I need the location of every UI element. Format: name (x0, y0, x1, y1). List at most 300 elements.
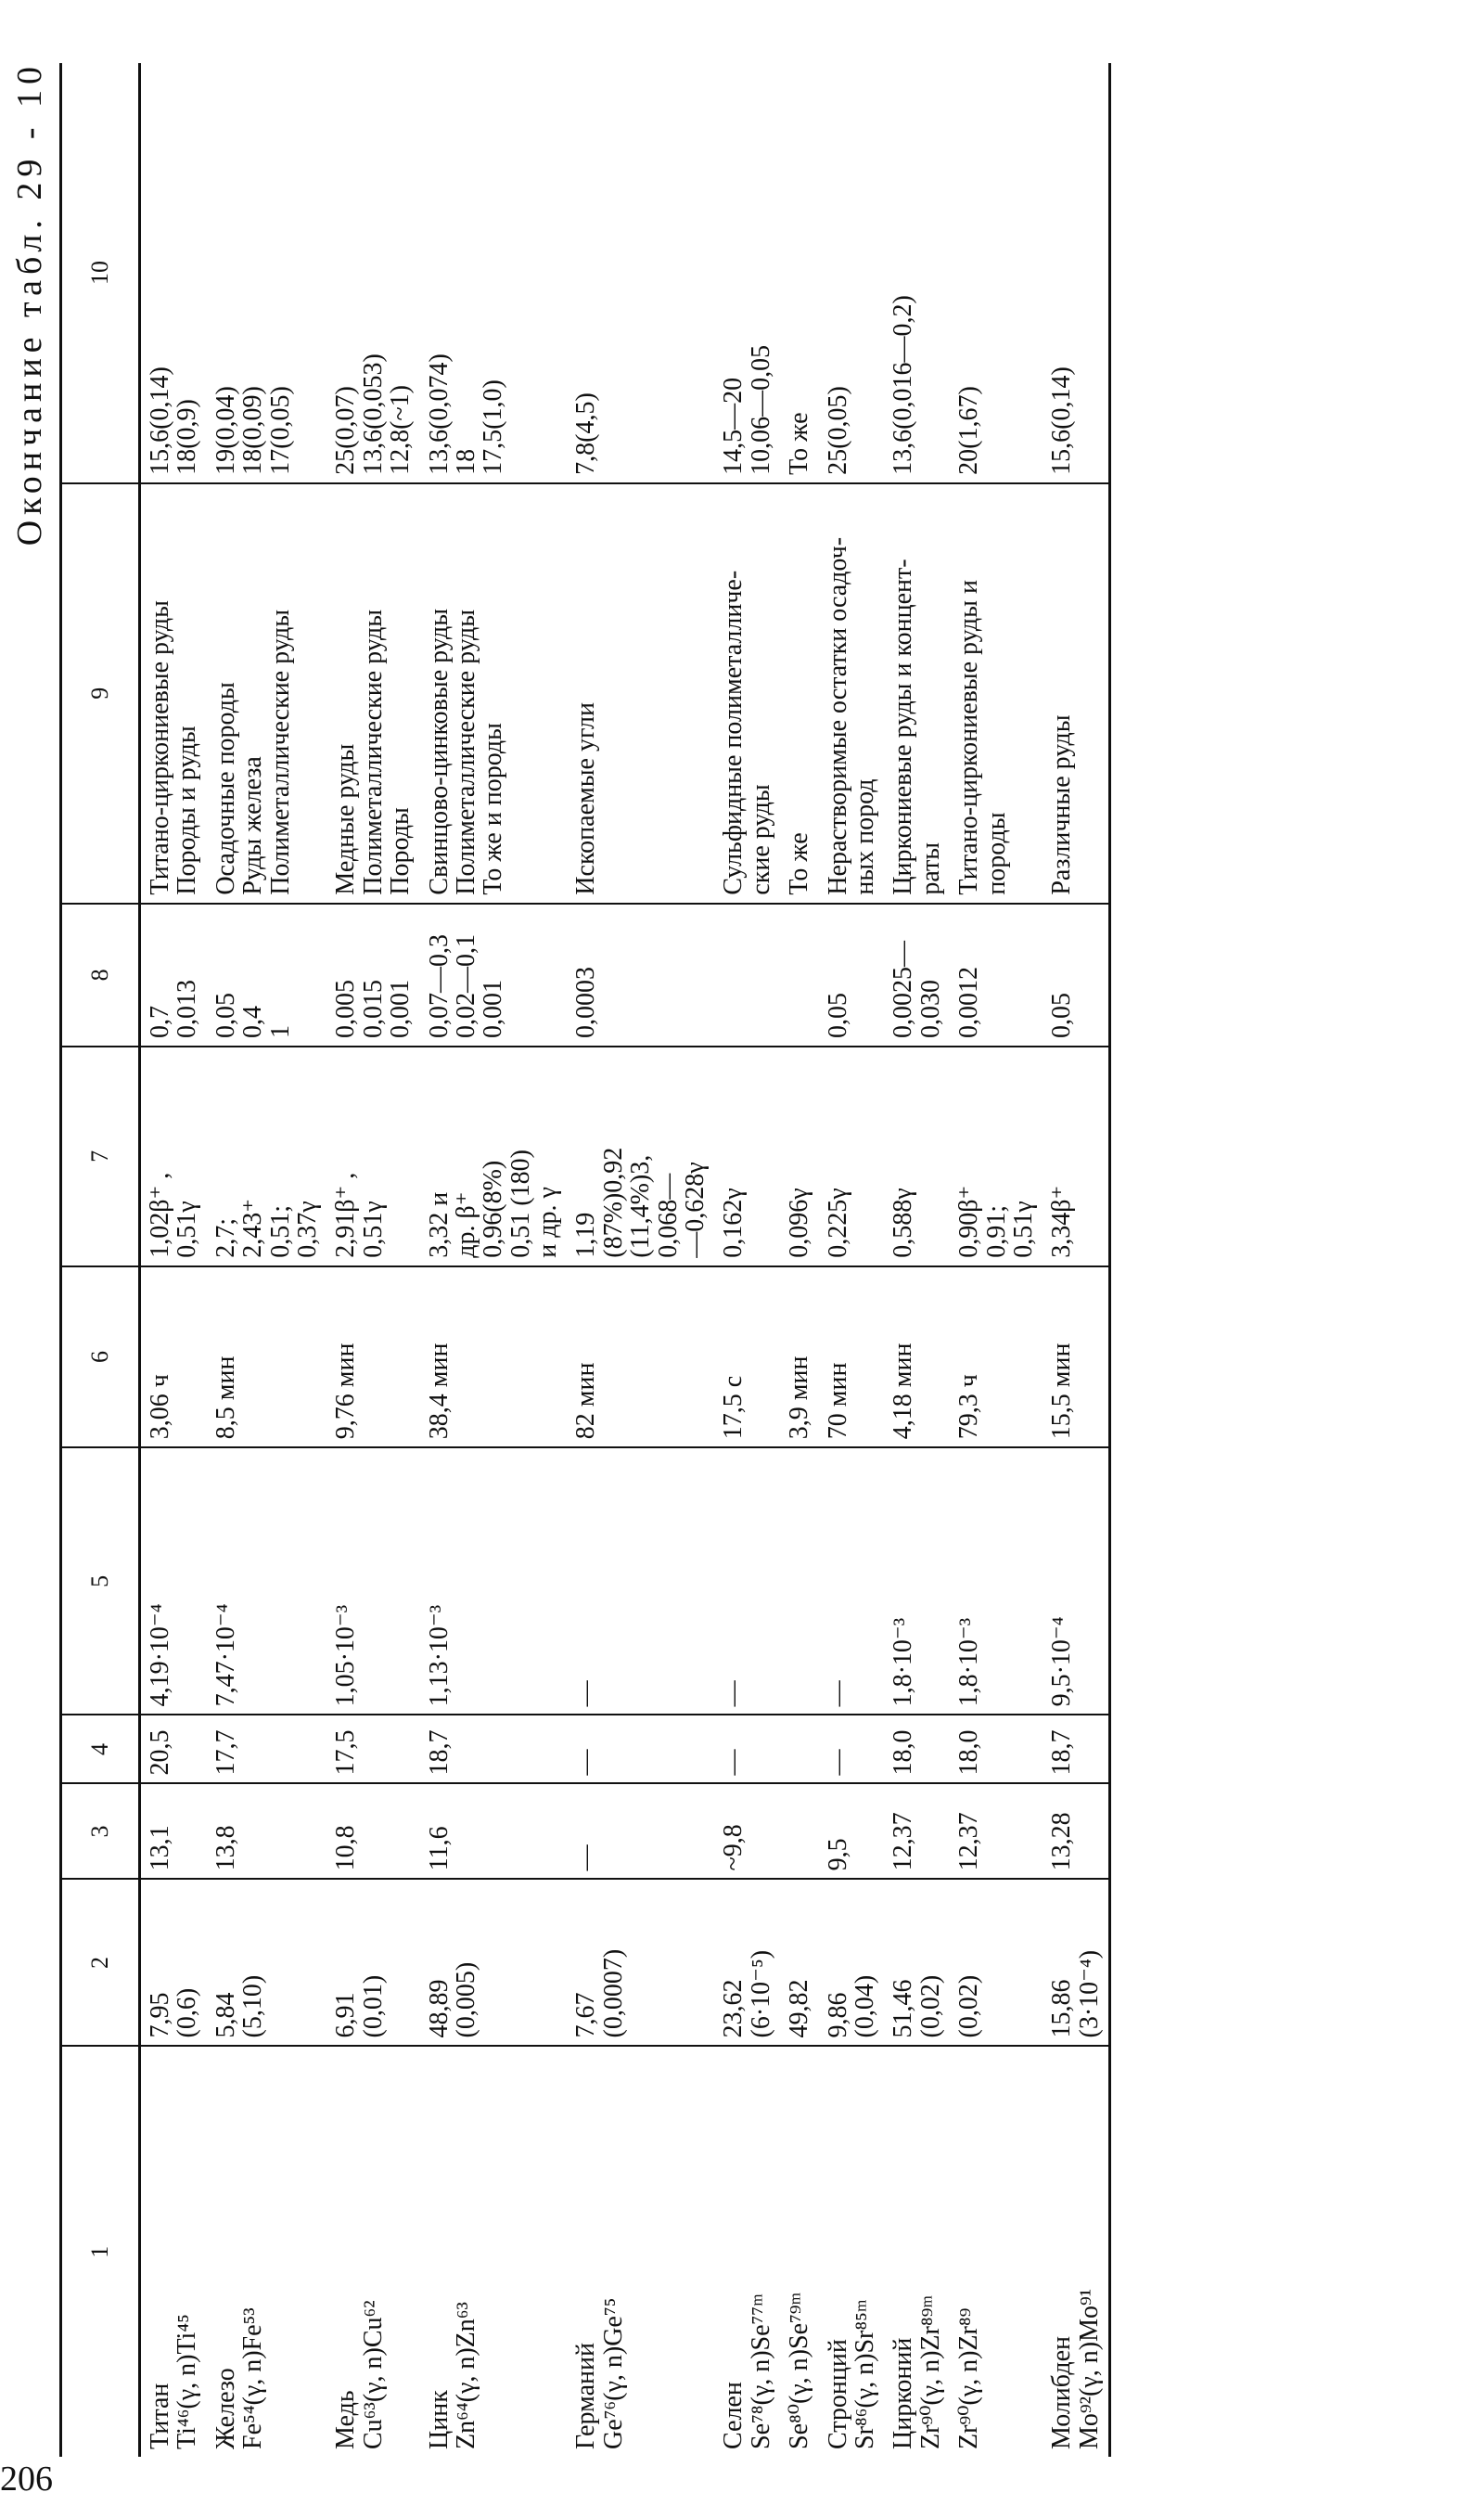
cell-col-8 (819, 904, 885, 1047)
cell-col-3 (1043, 1783, 1109, 1879)
cell-substance (207, 2046, 327, 2457)
table-row (326, 63, 419, 2457)
cell-col-10 (420, 63, 568, 483)
cell-line: 7,95 (146, 1992, 174, 2038)
cell-line: 0,0025— (889, 941, 918, 1039)
cell-line: 0,096γ (785, 1188, 814, 1258)
cell-col-7 (1043, 1047, 1109, 1266)
cell-line: 18(0,09) (238, 386, 268, 475)
cell-col-5 (140, 1447, 207, 1715)
cell-line: 25(0,05) (823, 386, 852, 475)
table-row (567, 63, 714, 2457)
cell-line: (5,10) (238, 1974, 268, 2038)
cell-col-8 (884, 904, 950, 1047)
cell-col-6 (1043, 1266, 1109, 1448)
column-header: 5 (61, 1447, 140, 1715)
table-row (207, 63, 327, 2457)
cell-col-4 (140, 1715, 207, 1783)
cell-line: (0,04) (850, 1974, 879, 2038)
cell-line: 13,6(0,053) (358, 353, 388, 475)
cell-line: 0,07—0,3 (424, 934, 454, 1039)
cell-line: 38,4 мин (424, 1343, 454, 1440)
cell-line: Титано-циркониевые руды (146, 600, 174, 895)
cell-col-3 (819, 1783, 885, 1879)
cell-col-10 (780, 63, 818, 483)
cell-col-2 (780, 1879, 818, 2046)
cell-line: 3,32 и (424, 1191, 454, 1258)
cell-line: 0,001 (479, 980, 508, 1039)
table-row (780, 63, 818, 2457)
cell-col-9 (780, 483, 818, 904)
cell-line: 0,02—0,1 (451, 934, 480, 1039)
reaction: Mo⁹²(γ, n)Mo⁹¹ (1074, 2288, 1104, 2449)
column-header: 10 (61, 63, 140, 483)
cell-col-10 (1043, 63, 1109, 483)
cell-line: (0,0007) (598, 1948, 628, 2038)
cell-line: Различные руды (1047, 714, 1077, 895)
cell-col-8 (950, 904, 1043, 1047)
cell-col-8 (326, 904, 419, 1047)
table-row (420, 63, 568, 2457)
cell-line: 1,02β⁺ , (146, 1172, 174, 1258)
cell-line: Титано-циркониевые руды и (954, 580, 984, 895)
cell-line: 3,06 ч (146, 1374, 174, 1440)
cell-line: (0,01) (358, 1974, 388, 2038)
cell-line: — (571, 1680, 601, 1707)
cell-line: Породы и руды (173, 726, 202, 895)
cell-col-5 (714, 1447, 780, 1715)
cell-col-3 (140, 1783, 207, 1879)
cell-line: 25(0,07) (331, 386, 361, 475)
cell-line: 3,9 мин (785, 1355, 814, 1440)
cell-substance (884, 2046, 950, 2457)
cell-line: раты (915, 841, 945, 895)
reaction: Zr⁹⁰(γ, n)Zr⁸⁹ (954, 2307, 984, 2449)
cell-col-9 (884, 483, 950, 904)
column-header: 2 (61, 1879, 140, 2046)
cell-line: 17,5 (331, 1729, 361, 1776)
cell-substance (326, 2046, 419, 2457)
cell-col-9 (1043, 483, 1109, 904)
cell-line: 9,76 мин (331, 1343, 361, 1440)
cell-line: 2,91β⁺ , (331, 1172, 361, 1258)
cell-line: 0,91; (981, 1204, 1011, 1258)
cell-col-9 (207, 483, 327, 904)
reaction: Sr⁸⁶(γ, n)Sr⁸⁵ᵐ (850, 2299, 879, 2449)
cell-line: 49,82 (785, 1979, 814, 2038)
cell-col-7 (140, 1047, 207, 1266)
cell-substance (819, 2046, 885, 2457)
cell-col-9 (950, 483, 1043, 904)
cell-line: 1,19 (571, 1212, 601, 1258)
cell-line: 12,37 (954, 1812, 984, 1871)
cell-line: 17,5 с (719, 1375, 748, 1440)
element-name: Стронций (823, 2339, 852, 2449)
cell-col-6 (420, 1266, 568, 1448)
cell-line: др. β⁺ (451, 1191, 480, 1258)
cell-col-6 (326, 1266, 419, 1448)
cell-line: 12,8(~1) (386, 385, 416, 475)
cell-line: Полиметаллические руды (265, 609, 295, 895)
cell-line: 18 (451, 448, 480, 475)
cell-col-9 (326, 483, 419, 904)
element-name: Медь (331, 2390, 361, 2449)
cell-col-5 (1043, 1447, 1109, 1715)
cell-line: 1,8·10⁻³ (954, 1617, 984, 1707)
cell-line: 15,5 мин (1047, 1343, 1077, 1440)
cell-col-9 (420, 483, 568, 904)
column-header: 7 (61, 1047, 140, 1266)
cell-line: 7,47·10⁻⁴ (211, 1603, 240, 1707)
cell-line: — (571, 1749, 601, 1776)
cell-line: 15,6(0,14) (146, 366, 174, 475)
cell-line: (0,02) (915, 1974, 945, 2038)
reaction: Se⁸⁰(γ, n)Se⁷⁹ᵐ (785, 2292, 814, 2449)
cell-substance (420, 2046, 568, 2457)
table-caption: Окончание табл. 29 - 10 (10, 61, 49, 546)
cell-line: Сульфидные полиметалличе- (719, 570, 748, 895)
cell-col-10 (207, 63, 327, 483)
cell-col-10 (714, 63, 780, 483)
cell-col-4 (1043, 1715, 1109, 1783)
column-header: 6 (61, 1266, 140, 1448)
element-name: Цирконий (889, 2337, 918, 2449)
cell-substance (140, 2046, 207, 2457)
column-header: 1 (61, 2046, 140, 2457)
cell-col-2 (567, 1879, 714, 2046)
cell-col-8 (567, 904, 714, 1047)
page-number: 206 (0, 2460, 53, 2499)
cell-col-8 (714, 904, 780, 1047)
cell-col-5 (326, 1447, 419, 1715)
reaction: Fe⁵⁴(γ, n)Fe⁵³ (238, 2307, 268, 2449)
cell-col-7 (884, 1047, 950, 1266)
cell-line: То же и породы (479, 723, 508, 895)
cell-col-8 (780, 904, 818, 1047)
cell-line: (11,4%)3, (626, 1154, 656, 1258)
cell-col-4 (884, 1715, 950, 1783)
cell-line: 17,5(1,0) (479, 379, 508, 475)
cell-line: 0,162γ (719, 1188, 748, 1258)
cell-line: 7,67 (571, 1992, 601, 2038)
table-body (140, 63, 1110, 2457)
column-header: 4 (61, 1715, 140, 1783)
cell-line: 0,51γ (173, 1201, 202, 1258)
cell-col-3 (950, 1783, 1043, 1879)
cell-substance (714, 2046, 780, 2457)
cell-line: ных пород (850, 778, 879, 895)
reaction: Ge⁷⁶(γ, n)Ge⁷⁵ (598, 2297, 628, 2449)
cell-col-10 (140, 63, 207, 483)
cell-line: 20(1,67) (954, 386, 984, 475)
cell-line: Осадочные породы (211, 682, 240, 895)
cell-line: То же (785, 412, 814, 475)
cell-col-10 (950, 63, 1043, 483)
cell-line: 0,51γ (358, 1201, 388, 1258)
cell-line: 23,62 (719, 1979, 748, 2038)
reaction: Cu⁶³(γ, n)Cu⁶² (358, 2300, 388, 2449)
cell-col-6 (780, 1266, 818, 1448)
cell-line: 1 (265, 1025, 295, 1039)
cell-col-6 (207, 1266, 327, 1448)
cell-line: Породы (386, 807, 416, 895)
cell-line: 12,37 (889, 1812, 918, 1871)
cell-line: и др. γ (533, 1187, 563, 1258)
cell-line: 0,015 (358, 980, 388, 1039)
cell-line: 4,19·10⁻⁴ (146, 1603, 174, 1707)
cell-col-8 (1043, 904, 1109, 1047)
cell-line: — (571, 1844, 601, 1871)
cell-col-4 (326, 1715, 419, 1783)
cell-col-4 (819, 1715, 885, 1783)
cell-line: породы (981, 812, 1011, 895)
cell-col-6 (140, 1266, 207, 1448)
cell-col-7 (714, 1047, 780, 1266)
cell-col-3 (567, 1783, 714, 1879)
cell-line: 0,013 (173, 980, 202, 1039)
cell-line: 4,18 мин (889, 1343, 918, 1440)
cell-col-3 (326, 1783, 419, 1879)
cell-line: 8,5 мин (211, 1355, 240, 1440)
column-header: 8 (61, 904, 140, 1047)
cell-col-6 (567, 1266, 714, 1448)
cell-line: Медные руды (331, 743, 361, 895)
table-row (950, 63, 1043, 2457)
cell-line: 0,005 (331, 980, 361, 1039)
cell-col-7 (950, 1047, 1043, 1266)
cell-line: 0,001 (386, 980, 416, 1039)
cell-col-3 (714, 1783, 780, 1879)
cell-line: 3,34β⁺ (1047, 1185, 1077, 1258)
cell-line: — (823, 1749, 852, 1776)
cell-line: 0,51; (265, 1204, 295, 1258)
element-name: Титан (146, 2383, 174, 2449)
cell-line: (87%)0,92 (598, 1147, 628, 1258)
cell-col-4 (567, 1715, 714, 1783)
cell-line: 1,13·10⁻³ (424, 1604, 454, 1707)
cell-col-3 (420, 1783, 568, 1879)
cell-line: Циркониевые руды и концент- (889, 559, 918, 895)
cell-col-8 (140, 904, 207, 1047)
cell-line: — (719, 1680, 748, 1707)
cell-line: 0,51γ (1008, 1201, 1038, 1258)
cell-line: 70 мин (823, 1362, 852, 1440)
cell-col-4 (420, 1715, 568, 1783)
cell-col-9 (140, 483, 207, 904)
cell-col-2 (207, 1879, 327, 2046)
cell-line: 10,06—0,05 (746, 344, 775, 475)
element-name: Германий (571, 2343, 601, 2449)
cell-col-7 (780, 1047, 818, 1266)
cell-line: 15,6(0,14) (1047, 366, 1077, 475)
cell-col-7 (819, 1047, 885, 1266)
cell-col-2 (420, 1879, 568, 2046)
cell-line: 13,8 (211, 1825, 240, 1871)
cell-line: Ископаемые угли (571, 702, 601, 895)
cell-line: 17(0,05) (265, 386, 295, 475)
cell-col-3 (780, 1783, 818, 1879)
cell-line: (0,6) (173, 1987, 202, 2038)
cell-line: 51,46 (889, 1979, 918, 2038)
cell-line: 0,37γ (292, 1201, 322, 1258)
cell-line: 0,030 (915, 980, 945, 1039)
cell-col-2 (819, 1879, 885, 2046)
element-name: Цинк (424, 2390, 454, 2449)
cell-col-5 (950, 1447, 1043, 1715)
cell-col-6 (950, 1266, 1043, 1448)
cell-col-2 (950, 1879, 1043, 2046)
cell-col-10 (567, 63, 714, 483)
cell-line: 18,0 (889, 1729, 918, 1776)
cell-col-2 (140, 1879, 207, 2046)
cell-line: 9,86 (823, 1992, 852, 2038)
cell-line: 1,8·10⁻³ (889, 1617, 918, 1707)
cell-line: (0,02) (954, 1974, 984, 2038)
cell-line: 13,28 (1047, 1812, 1077, 1871)
cell-line: Полиметаллические руды (358, 609, 388, 895)
data-table (59, 63, 1111, 2457)
cell-col-2 (326, 1879, 419, 2046)
cell-line: — (719, 1749, 748, 1776)
cell-line: 0,225γ (823, 1188, 852, 1258)
cell-col-6 (819, 1266, 885, 1448)
cell-line: ские руды (746, 784, 775, 895)
cell-line: 18(0,9) (173, 399, 202, 475)
cell-col-3 (884, 1783, 950, 1879)
cell-line: То же (785, 832, 814, 895)
cell-substance (780, 2046, 818, 2457)
cell-line: 13,1 (146, 1825, 174, 1871)
cell-substance (1043, 2046, 1109, 2457)
cell-line: 0,4 (238, 1006, 268, 1039)
cell-line: 10,8 (331, 1825, 361, 1871)
cell-line: 0,588γ (889, 1188, 918, 1258)
cell-line: 0,0012 (954, 967, 984, 1039)
cell-line: 7,8(4,5) (571, 392, 601, 475)
cell-col-5 (819, 1447, 885, 1715)
cell-line: 0,05 (211, 993, 240, 1039)
cell-line: 0,96(8%) (479, 1160, 508, 1258)
cell-substance (950, 2046, 1043, 2457)
reaction: Zr⁹⁰(γ, n)Zr⁸⁹ᵐ (915, 2294, 945, 2449)
cell-col-9 (567, 483, 714, 904)
cell-line: 13,6(0,016—0,2) (889, 295, 918, 475)
cell-line: 0,0003 (571, 967, 601, 1039)
cell-col-10 (884, 63, 950, 483)
table-row (819, 63, 885, 2457)
cell-col-9 (714, 483, 780, 904)
cell-col-4 (950, 1715, 1043, 1783)
cell-line: 19(0,04) (211, 386, 240, 475)
cell-line: 0,7 (146, 1006, 174, 1039)
cell-line: 9,5·10⁻⁴ (1047, 1616, 1077, 1707)
cell-line: 2,43⁺ (238, 1198, 268, 1258)
table-header (61, 63, 140, 2457)
cell-col-5 (884, 1447, 950, 1715)
cell-line: 2,7; (211, 1217, 240, 1258)
cell-line: 0,90β⁺ (954, 1185, 984, 1258)
cell-col-2 (714, 1879, 780, 2046)
cell-substance (567, 2046, 714, 2457)
cell-col-5 (207, 1447, 327, 1715)
element-name: Молибден (1047, 2336, 1077, 2449)
cell-line: —0,628γ (681, 1162, 710, 1258)
cell-line: 17,7 (211, 1729, 240, 1776)
cell-col-2 (884, 1879, 950, 2046)
cell-line: 0,05 (1047, 993, 1077, 1039)
cell-line: Свинцово-цинковые руды (424, 608, 454, 895)
cell-line: Полиметаллические руды (451, 609, 480, 895)
cell-line: 14,5—20 (719, 377, 748, 475)
cell-col-7 (326, 1047, 419, 1266)
cell-col-6 (714, 1266, 780, 1448)
cell-col-4 (207, 1715, 327, 1783)
cell-line: 15,86 (1047, 1979, 1077, 2038)
cell-col-3 (207, 1783, 327, 1879)
cell-col-4 (780, 1715, 818, 1783)
cell-line: 79,3 ч (954, 1374, 984, 1440)
element-name: Железо (211, 2368, 240, 2449)
cell-line: — (823, 1680, 852, 1707)
cell-line: (3·10⁻⁴) (1074, 1949, 1104, 2038)
cell-col-8 (420, 904, 568, 1047)
table-row (140, 63, 207, 2457)
cell-col-5 (420, 1447, 568, 1715)
cell-line: Руды железа (238, 756, 268, 895)
cell-col-7 (567, 1047, 714, 1266)
cell-line: 13,6(0,074) (424, 353, 454, 475)
cell-line: 0,05 (823, 993, 852, 1039)
cell-col-5 (780, 1447, 818, 1715)
cell-line: (6·10⁻⁵) (746, 1949, 775, 2038)
cell-line: (0,005) (451, 1961, 480, 2038)
table-row (714, 63, 780, 2457)
cell-line: 1,05·10⁻³ (331, 1604, 361, 1707)
cell-line: 0,51 (180) (505, 1150, 535, 1258)
cell-line: 18,0 (954, 1729, 984, 1776)
cell-col-6 (884, 1266, 950, 1448)
cell-col-2 (1043, 1879, 1109, 2046)
cell-line: 9,5 (823, 1838, 852, 1871)
cell-col-8 (207, 904, 327, 1047)
cell-col-10 (819, 63, 885, 483)
cell-line: Нерастворимые остатки осадоч- (823, 536, 852, 895)
reaction: Zn⁶⁴(γ, n)Zn⁶³ (451, 2302, 480, 2449)
table-row (1043, 63, 1109, 2457)
column-header: 9 (61, 483, 140, 904)
cell-col-7 (207, 1047, 327, 1266)
element-name: Селен (719, 2382, 748, 2449)
cell-line: 6,91 (331, 1992, 361, 2038)
cell-col-4 (714, 1715, 780, 1783)
reaction: Se⁷⁸(γ, n)Se⁷⁷ᵐ (746, 2293, 775, 2449)
cell-line: 0,068— (653, 1173, 683, 1258)
column-header: 3 (61, 1783, 140, 1879)
cell-col-5 (567, 1447, 714, 1715)
cell-line: ~9,8 (719, 1824, 748, 1871)
reaction: Ti⁴⁶(γ, n)Ti⁴⁵ (173, 2314, 202, 2449)
cell-line: 5,84 (211, 1992, 240, 2038)
cell-col-9 (819, 483, 885, 904)
cell-line: 48,89 (424, 1979, 454, 2038)
cell-col-10 (326, 63, 419, 483)
cell-line: 18,7 (424, 1729, 454, 1776)
cell-line: 82 мин (571, 1362, 601, 1440)
cell-line: 11,6 (424, 1826, 454, 1871)
cell-line: 18,7 (1047, 1729, 1077, 1776)
table-row (884, 63, 950, 2457)
cell-col-7 (420, 1047, 568, 1266)
